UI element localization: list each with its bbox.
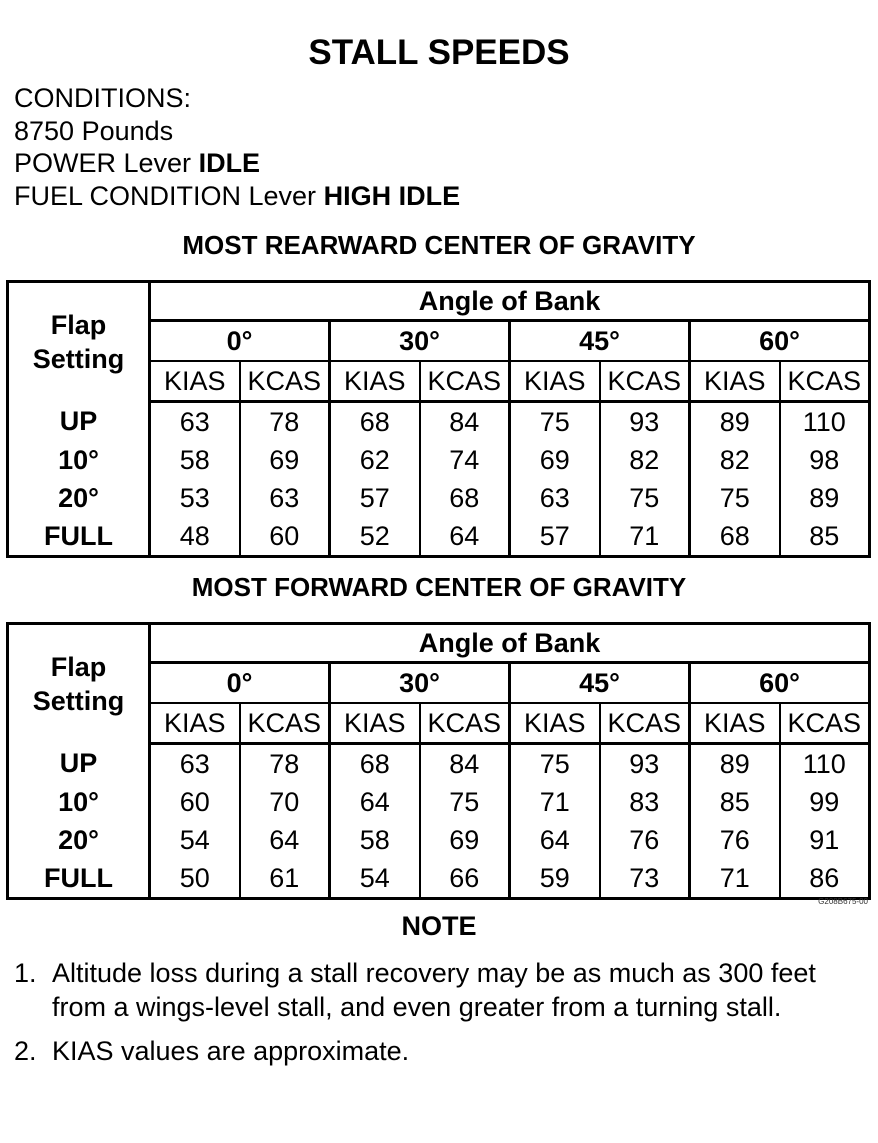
- flap-setting-cell: 10°: [8, 783, 150, 821]
- conditions-weight: 8750 Pounds: [14, 115, 174, 146]
- kcas-header: KCAS: [600, 703, 690, 744]
- kias-value: 82: [690, 441, 780, 479]
- kcas-value: 85: [809, 520, 840, 551]
- kcas-header: KCAS: [240, 703, 330, 744]
- kcas-header: KCAS: [240, 361, 330, 402]
- kias-value: 58: [330, 821, 420, 859]
- bank-angle-header: 45°: [510, 321, 690, 362]
- table-row: [8, 517, 870, 557]
- kcas-value: 93: [600, 744, 690, 784]
- table-row: [8, 479, 870, 517]
- kias-value: 75: [510, 744, 600, 784]
- figure-code: G208B675-00: [818, 897, 868, 906]
- kcas-value: 70: [240, 783, 330, 821]
- kias-value: 68: [330, 744, 420, 784]
- flap-header-line1: Flap: [50, 310, 107, 341]
- flap-header-line1: Flap: [50, 652, 107, 683]
- kcas-value: 78: [240, 402, 330, 442]
- bank-angle-header: 45°: [510, 663, 690, 704]
- flap-header-line2: Setting: [32, 344, 125, 375]
- kcas-header: KCAS: [780, 361, 870, 402]
- kcas-value: 69: [240, 441, 330, 479]
- kcas-value: 73: [600, 859, 690, 899]
- kcas-value: 76: [600, 821, 690, 859]
- kcas-value: 60: [240, 517, 330, 557]
- kcas-value: 84: [420, 402, 510, 442]
- kcas-value: 84: [420, 744, 510, 784]
- note-text: Altitude loss during a stall recovery may be as much as 300 feet from a wings-level stall, and even greater from a turning stall.: [52, 958, 816, 1022]
- kias-value: 52: [330, 517, 420, 557]
- kias-header: KIAS: [330, 361, 420, 402]
- flap-setting-cell: 20°: [8, 479, 150, 517]
- kcas-value: 78: [240, 744, 330, 784]
- kias-value: 58: [150, 441, 240, 479]
- flap-setting-header: [8, 624, 150, 744]
- kcas-value: 110: [802, 406, 846, 437]
- kcas-value: 63: [240, 479, 330, 517]
- conditions-heading: CONDITIONS:: [14, 83, 192, 113]
- kcas-value: 83: [600, 783, 690, 821]
- kias-header: KIAS: [150, 703, 240, 744]
- kias-header: KIAS: [690, 361, 780, 402]
- kcas-value: 64: [420, 517, 510, 557]
- kcas-value: 82: [600, 441, 690, 479]
- table-row: [8, 783, 870, 821]
- flap-setting-header: [8, 282, 150, 402]
- note-item: [14, 1034, 854, 1068]
- kcas-value: 99: [809, 786, 840, 817]
- power-label: POWER Lever: [14, 148, 192, 178]
- conditions-block: [14, 82, 460, 212]
- kias-header: KIAS: [150, 361, 240, 402]
- kias-value: 69: [510, 441, 600, 479]
- bank-angle-header: 0°: [150, 663, 330, 704]
- kias-value: 76: [690, 821, 780, 859]
- kias-value: 53: [150, 479, 240, 517]
- kias-value: 59: [510, 859, 600, 899]
- kias-value: 75: [510, 402, 600, 442]
- kias-value: 63: [150, 744, 240, 784]
- kias-value: 71: [690, 859, 780, 899]
- table-row: [8, 744, 870, 784]
- kias-value: 68: [330, 402, 420, 442]
- note-text: KIAS values are approximate.: [52, 1036, 410, 1066]
- conditions-fuel: [14, 180, 460, 213]
- kcas-value: 91: [809, 824, 840, 855]
- table-row: [8, 441, 870, 479]
- kias-value: 89: [690, 744, 780, 784]
- flap-header-line2: Setting: [32, 686, 125, 717]
- power-value: IDLE: [198, 148, 261, 178]
- note-number: 1.: [14, 958, 37, 988]
- kcas-value: 110: [802, 748, 846, 779]
- flap-setting-cell: UP: [8, 402, 150, 442]
- bank-angle-header: 60°: [690, 663, 870, 704]
- kias-value: 54: [150, 821, 240, 859]
- table-row: [8, 859, 870, 899]
- rearward-cg-table: [6, 280, 871, 558]
- angle-of-bank-header: Angle of Bank: [150, 282, 870, 321]
- kcas-header: KCAS: [780, 703, 870, 744]
- kias-value: 89: [690, 402, 780, 442]
- kcas-header: KCAS: [420, 361, 510, 402]
- flap-setting-cell: 10°: [8, 441, 150, 479]
- kcas-header: KCAS: [420, 703, 510, 744]
- angle-of-bank-header: Angle of Bank: [150, 624, 870, 663]
- kias-value: 63: [510, 479, 600, 517]
- kias-value: 71: [510, 783, 600, 821]
- forward-cg-table: [6, 622, 871, 900]
- kcas-value: 61: [240, 859, 330, 899]
- kias-value: 54: [330, 859, 420, 899]
- kias-value: 64: [510, 821, 600, 859]
- note-heading: NOTE: [401, 911, 477, 941]
- kcas-value: 64: [240, 821, 330, 859]
- flap-setting-cell: FULL: [8, 517, 150, 557]
- kias-value: 64: [330, 783, 420, 821]
- kias-value: 60: [150, 783, 240, 821]
- bank-angle-header: 0°: [150, 321, 330, 362]
- flap-setting-cell: 20°: [8, 821, 150, 859]
- kias-header: KIAS: [510, 361, 600, 402]
- kias-value: 48: [150, 517, 240, 557]
- bank-angle-header: 60°: [690, 321, 870, 362]
- bank-angle-header: 30°: [330, 321, 510, 362]
- kcas-value: 75: [600, 479, 690, 517]
- kias-value: 50: [150, 859, 240, 899]
- conditions-power: [14, 147, 460, 180]
- kcas-header: KCAS: [600, 361, 690, 402]
- kias-header: KIAS: [690, 703, 780, 744]
- flap-setting-cell: UP: [8, 744, 150, 784]
- fuel-label: FUEL CONDITION Lever: [14, 180, 317, 211]
- kcas-value: 69: [420, 821, 510, 859]
- bank-angle-header: 30°: [330, 663, 510, 704]
- kias-header: KIAS: [510, 703, 600, 744]
- kcas-value: 86: [809, 862, 840, 893]
- kias-value: 63: [150, 402, 240, 442]
- kcas-value: 75: [420, 783, 510, 821]
- kcas-value: 71: [600, 517, 690, 557]
- page-title: STALL SPEEDS: [308, 33, 570, 72]
- kias-value: 85: [690, 783, 780, 821]
- kias-value: 68: [690, 517, 780, 557]
- forward-cg-heading: MOST FORWARD CENTER OF GRAVITY: [191, 572, 687, 602]
- kcas-value: 98: [809, 444, 840, 475]
- kcas-value: 89: [809, 482, 840, 513]
- kias-value: 62: [330, 441, 420, 479]
- kcas-value: 68: [420, 479, 510, 517]
- note-item: [14, 956, 854, 1024]
- table-row: [8, 821, 870, 859]
- kias-header: KIAS: [330, 703, 420, 744]
- table-row: [8, 402, 870, 442]
- kcas-value: 93: [600, 402, 690, 442]
- kias-value: 57: [330, 479, 420, 517]
- notes-list: [14, 956, 854, 1078]
- rearward-cg-heading: MOST REARWARD CENTER OF GRAVITY: [182, 230, 696, 260]
- fuel-value: HIGH IDLE: [323, 180, 461, 211]
- kias-value: 75: [690, 479, 780, 517]
- kcas-value: 74: [420, 441, 510, 479]
- note-number: 2.: [14, 1036, 37, 1066]
- kcas-value: 66: [420, 859, 510, 899]
- kias-value: 57: [510, 517, 600, 557]
- flap-setting-cell: FULL: [8, 859, 150, 899]
